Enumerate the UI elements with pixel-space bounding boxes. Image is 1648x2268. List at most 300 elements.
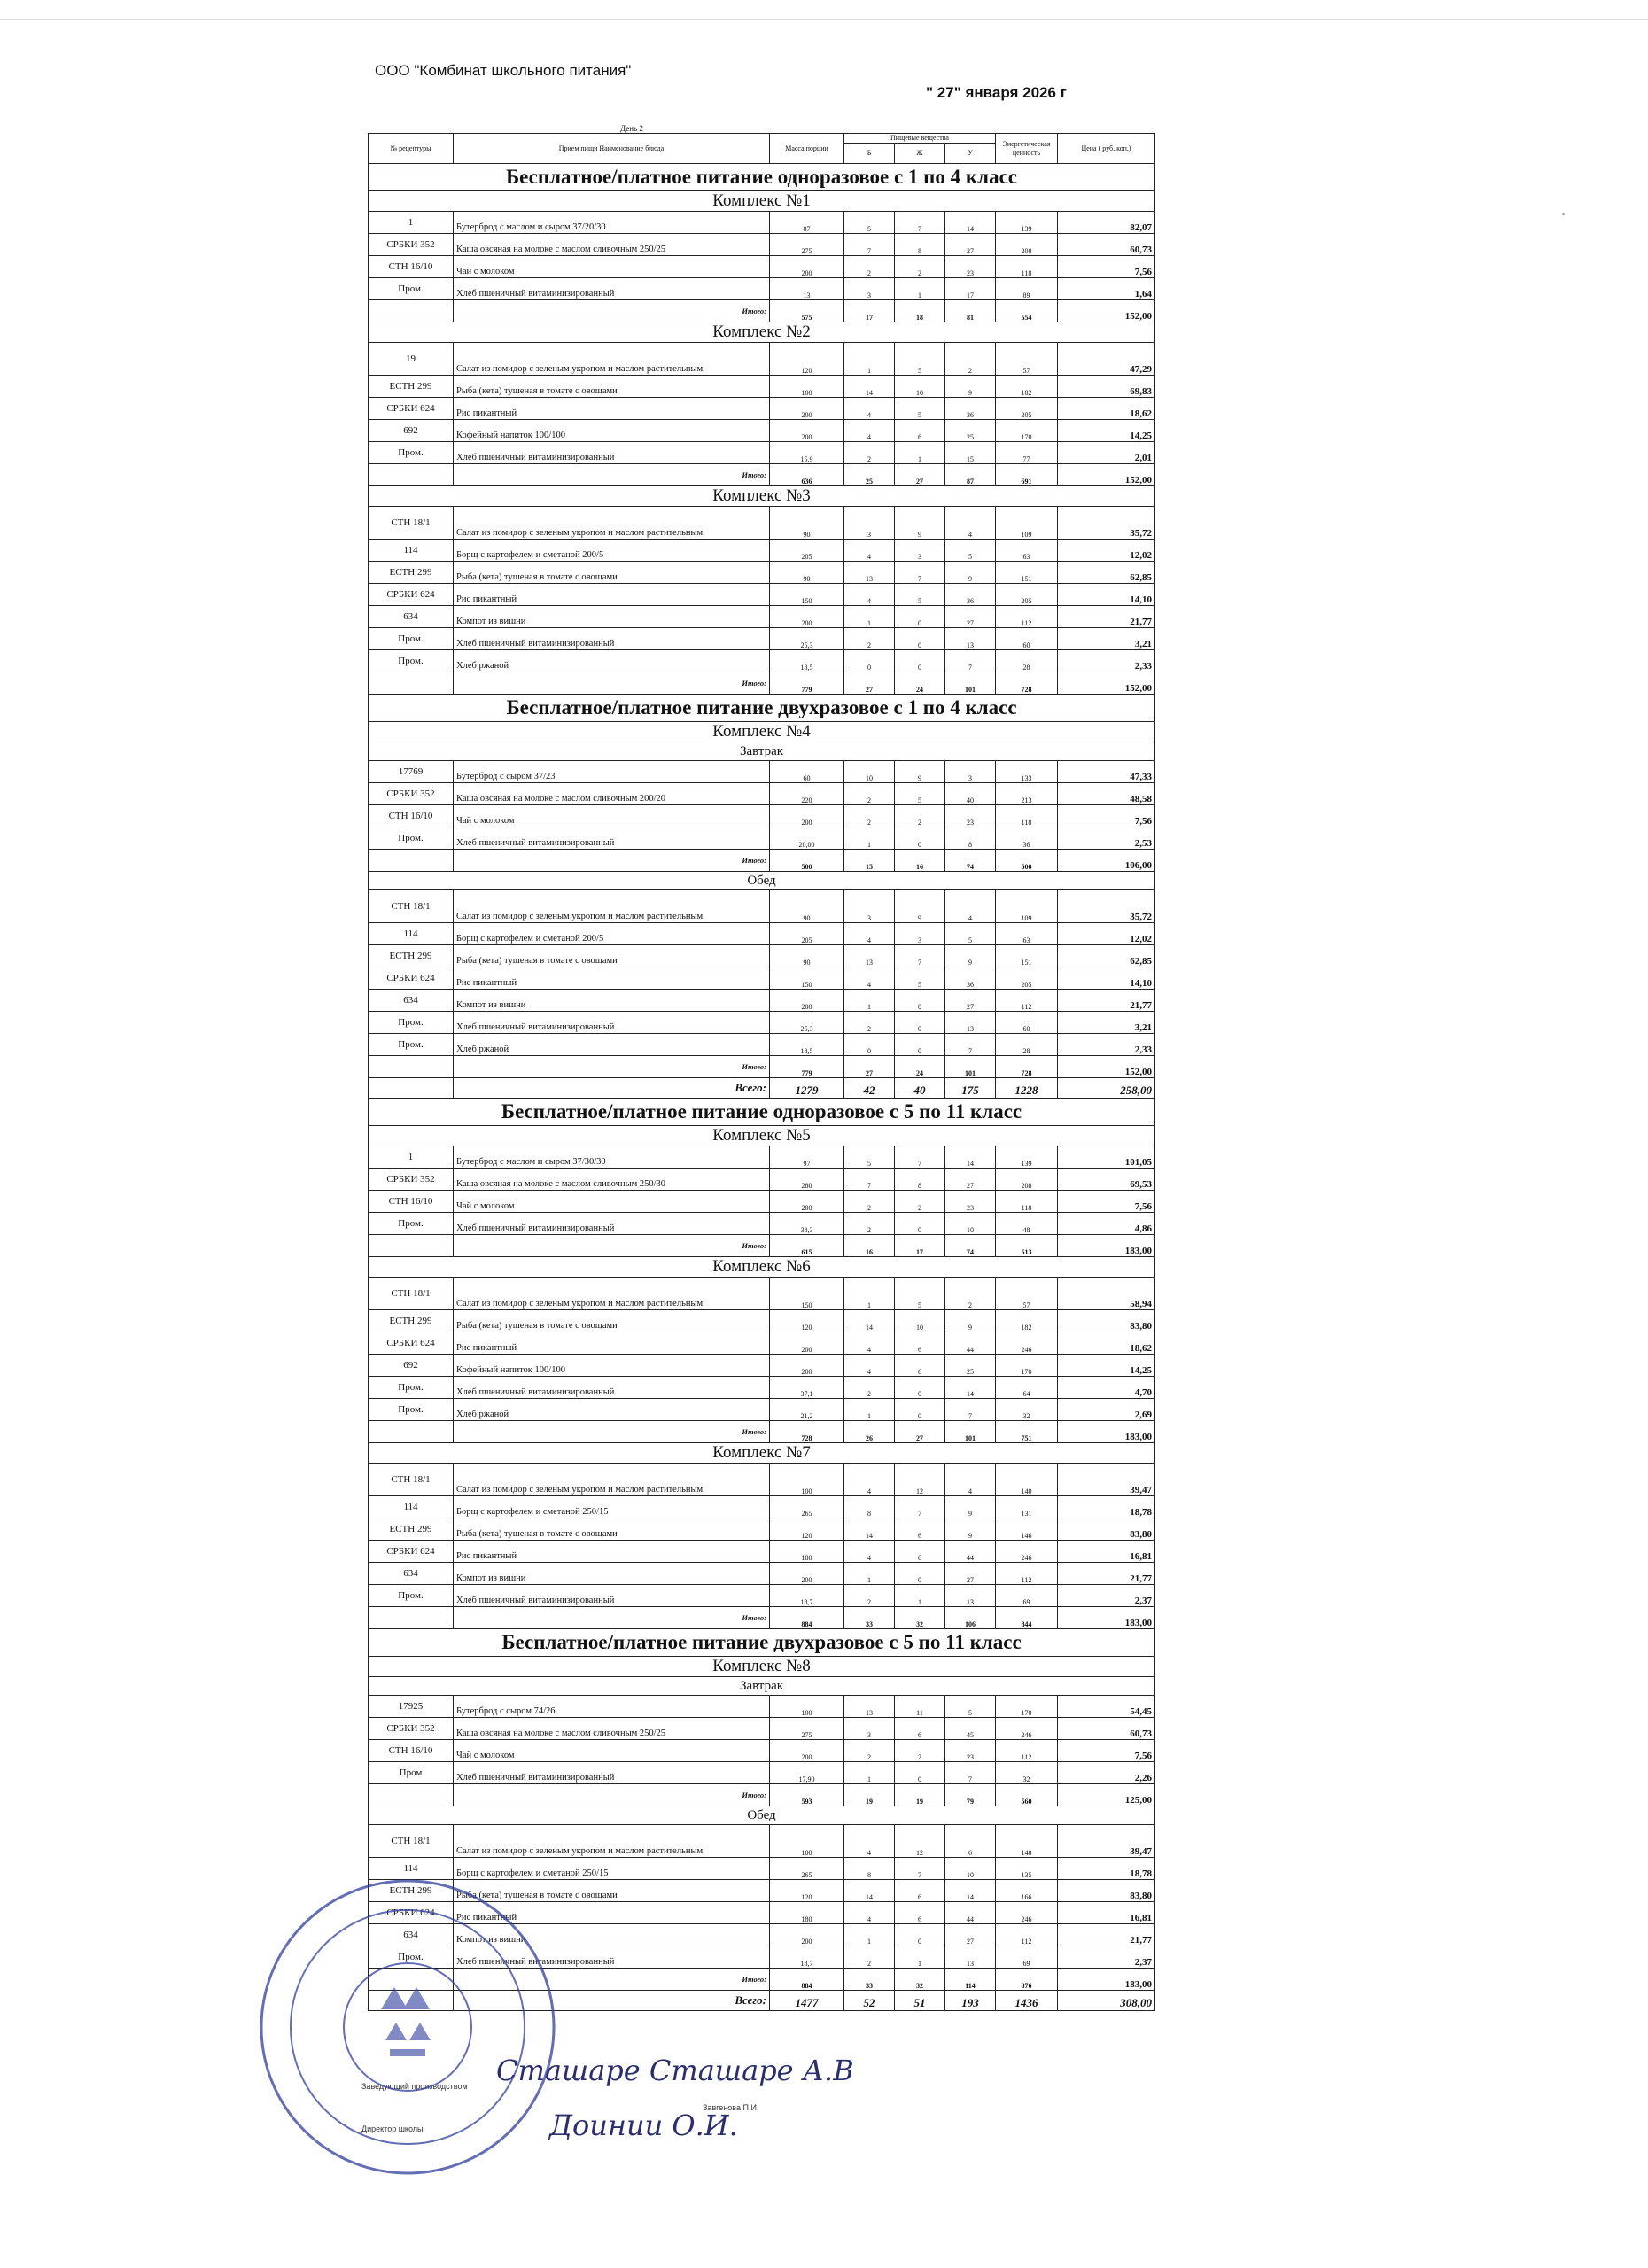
energy: 48 [996, 1213, 1058, 1235]
total-mass: 779 [770, 672, 844, 695]
dish-name: Хлеб пшеничный витаминизированный [454, 278, 770, 300]
price: 2,37 [1058, 1585, 1155, 1607]
price: 60,73 [1058, 234, 1155, 256]
fat: 7 [895, 1146, 945, 1169]
energy: 208 [996, 1169, 1058, 1191]
protein: 1 [844, 990, 895, 1012]
carbs: 13 [945, 628, 996, 650]
fat: 9 [895, 761, 945, 783]
fat: 2 [895, 256, 945, 278]
carbs: 9 [945, 945, 996, 967]
dish-name: Компот из вишни [454, 606, 770, 628]
portion-mass: 18,5 [770, 1034, 844, 1056]
komplex-k5: Комплекс №5 [369, 1126, 1155, 1146]
portion-mass: 100 [770, 1825, 844, 1858]
carbs: 5 [945, 923, 996, 945]
recipe-code: СТН 18/1 [369, 1278, 454, 1310]
protein: 13 [844, 562, 895, 584]
dish-name: Хлеб ржаной [454, 1399, 770, 1421]
price: 2,37 [1058, 1946, 1155, 1969]
portion-mass: 100 [770, 1696, 844, 1718]
total-price: 183,00 [1058, 1235, 1155, 1257]
handwritten-signature-2: Доинии О.И. [549, 2109, 738, 2142]
carbs: 25 [945, 420, 996, 442]
carbs: 9 [945, 1518, 996, 1541]
protein: 1 [844, 343, 895, 376]
price: 4,86 [1058, 1213, 1155, 1235]
price: 18,78 [1058, 1858, 1155, 1880]
total-spacer [369, 464, 454, 486]
recipe-code: Пром [369, 1762, 454, 1784]
portion-mass: 13 [770, 278, 844, 300]
dish-row [369, 1399, 1155, 1421]
price: 83,80 [1058, 1310, 1155, 1332]
total-protein: 52 [844, 1991, 895, 2011]
energy: 109 [996, 890, 1058, 923]
total-mass: 884 [770, 1969, 844, 1991]
fat: 0 [895, 650, 945, 672]
dish-row [369, 1355, 1155, 1377]
carbs: 10 [945, 1213, 996, 1235]
fat: 0 [895, 827, 945, 850]
protein: 2 [844, 442, 895, 464]
price: 2,01 [1058, 442, 1155, 464]
price: 14,25 [1058, 420, 1155, 442]
total-carbs: 81 [945, 300, 996, 322]
total-mass: 500 [770, 850, 844, 872]
portion-mass: 200 [770, 1563, 844, 1585]
recipe-code: СТН 16/10 [369, 805, 454, 827]
dish-row [369, 1496, 1155, 1518]
total-carbs: 101 [945, 1056, 996, 1078]
portion-mass: 200 [770, 256, 844, 278]
portion-mass: 97 [770, 1146, 844, 1169]
portion-mass: 200 [770, 1740, 844, 1762]
total-energy: 500 [996, 850, 1058, 872]
dish-name: Хлеб пшеничный витаминизированный [454, 827, 770, 850]
recipe-code: СРБКИ 352 [369, 234, 454, 256]
price: 3,21 [1058, 1012, 1155, 1034]
stamp-emblem [381, 1987, 431, 2056]
fat: 5 [895, 398, 945, 420]
col-price: Цена ( руб.,коп.) [1058, 134, 1155, 164]
recipe-code: СРБКИ 624 [369, 967, 454, 990]
portion-mass: 120 [770, 343, 844, 376]
recipe-code: СТН 18/1 [369, 1825, 454, 1858]
price: 18,62 [1058, 398, 1155, 420]
dish-row [369, 1213, 1155, 1235]
portion-mass: 18,7 [770, 1585, 844, 1607]
total-energy: 513 [996, 1235, 1058, 1257]
protein: 14 [844, 1880, 895, 1902]
signature-role-1: Заведующий производством [361, 2082, 468, 2091]
protein: 4 [844, 1355, 895, 1377]
fat: 5 [895, 584, 945, 606]
carbs: 27 [945, 1169, 996, 1191]
fat: 7 [895, 562, 945, 584]
section-title: Бесплатное/платное питание двухразовое с 5 по 11 класс [369, 1629, 1155, 1657]
recipe-code: 1 [369, 1146, 454, 1169]
total-mass: 636 [770, 464, 844, 486]
carbs: 8 [945, 827, 996, 850]
dish-name: Рис пикантный [454, 584, 770, 606]
carbs: 17 [945, 278, 996, 300]
fat: 0 [895, 1924, 945, 1946]
portion-mass: 200 [770, 805, 844, 827]
total-fat: 32 [895, 1607, 945, 1629]
dish-name: Хлеб пшеничный витаминизированный [454, 442, 770, 464]
protein: 0 [844, 1034, 895, 1056]
total-carbs: 74 [945, 1235, 996, 1257]
total-spacer [369, 300, 454, 322]
recipe-code: 1 [369, 212, 454, 234]
portion-mass: 205 [770, 923, 844, 945]
protein: 3 [844, 507, 895, 540]
carbs: 5 [945, 1696, 996, 1718]
total-row [369, 1784, 1155, 1806]
recipe-code: 692 [369, 1355, 454, 1377]
fat: 6 [895, 1541, 945, 1563]
fat: 11 [895, 1696, 945, 1718]
scan-speck [1562, 213, 1565, 215]
portion-mass: 25,3 [770, 1012, 844, 1034]
recipe-code: 17925 [369, 1696, 454, 1718]
col-energy: Энергетическая ценность [996, 134, 1058, 164]
energy: 28 [996, 650, 1058, 672]
fat: 0 [895, 1012, 945, 1034]
price: 3,21 [1058, 628, 1155, 650]
energy: 69 [996, 1585, 1058, 1607]
energy: 166 [996, 1880, 1058, 1902]
protein: 3 [844, 890, 895, 923]
fat: 12 [895, 1825, 945, 1858]
total-label: Итого: [454, 850, 770, 872]
price: 62,85 [1058, 945, 1155, 967]
dish-name: Компот из вишни [454, 990, 770, 1012]
dish-name: Рыба (кета) тушеная в томате с овощами [454, 376, 770, 398]
total-fat: 17 [895, 1235, 945, 1257]
total-carbs: 101 [945, 1421, 996, 1443]
recipe-code: ЕСТН 299 [369, 1310, 454, 1332]
fat: 12 [895, 1464, 945, 1496]
carbs: 2 [945, 343, 996, 376]
total-energy: 1436 [996, 1991, 1058, 2011]
dish-name: Каша овсяная на молоке с маслом сливочным 200/20 [454, 783, 770, 805]
total-carbs: 106 [945, 1607, 996, 1629]
section-title-row [369, 695, 1155, 722]
price: 7,56 [1058, 805, 1155, 827]
price: 4,70 [1058, 1377, 1155, 1399]
portion-mass: 200 [770, 1924, 844, 1946]
total-row [369, 1235, 1155, 1257]
energy: 77 [996, 442, 1058, 464]
fat: 3 [895, 540, 945, 562]
komplex-k6-row [369, 1257, 1155, 1278]
recipe-code: СТН 16/10 [369, 256, 454, 278]
fat: 9 [895, 890, 945, 923]
total-energy: 1228 [996, 1078, 1058, 1099]
total-fat: 24 [895, 1056, 945, 1078]
dish-name: Хлеб ржаной [454, 1034, 770, 1056]
price: 21,77 [1058, 990, 1155, 1012]
recipe-code: СРБКИ 624 [369, 398, 454, 420]
portion-mass: 18,5 [770, 650, 844, 672]
portion-mass: 100 [770, 1464, 844, 1496]
dish-row [369, 827, 1155, 850]
dish-name: Чай с молоком [454, 805, 770, 827]
dish-name: Рыба (кета) тушеная в томате с овощами [454, 1880, 770, 1902]
total-row [369, 1056, 1155, 1078]
protein: 4 [844, 1332, 895, 1355]
total-label: Итого: [454, 1421, 770, 1443]
total-spacer [369, 672, 454, 695]
total-energy: 844 [996, 1607, 1058, 1629]
dish-name: Бутерброд с сыром 37/23 [454, 761, 770, 783]
energy: 64 [996, 1377, 1058, 1399]
total-spacer [369, 1056, 454, 1078]
col-recipe: № рецептуры [369, 134, 454, 164]
total-row [369, 672, 1155, 695]
protein: 4 [844, 923, 895, 945]
total-spacer [369, 1078, 454, 1099]
protein: 3 [844, 278, 895, 300]
energy: 151 [996, 945, 1058, 967]
carbs: 4 [945, 507, 996, 540]
recipe-code: СРБКИ 624 [369, 1541, 454, 1563]
dish-name: Рис пикантный [454, 398, 770, 420]
komplex-k7-row [369, 1443, 1155, 1464]
recipe-code: Пром. [369, 1585, 454, 1607]
total-energy: 691 [996, 464, 1058, 486]
dish-name: Борщ с картофелем и сметаной 200/5 [454, 923, 770, 945]
dish-row [369, 606, 1155, 628]
protein: 13 [844, 1696, 895, 1718]
carbs: 27 [945, 1563, 996, 1585]
protein: 4 [844, 1464, 895, 1496]
total-fat: 18 [895, 300, 945, 322]
protein: 4 [844, 1541, 895, 1563]
dish-row [369, 1563, 1155, 1585]
portion-mass: 150 [770, 1278, 844, 1310]
protein: 2 [844, 1585, 895, 1607]
portion-mass: 275 [770, 1718, 844, 1740]
price: 60,73 [1058, 1718, 1155, 1740]
recipe-code: 114 [369, 540, 454, 562]
protein: 14 [844, 1518, 895, 1541]
protein: 4 [844, 398, 895, 420]
carbs: 27 [945, 234, 996, 256]
energy: 36 [996, 827, 1058, 850]
price: 54,45 [1058, 1696, 1155, 1718]
dish-name: Рыба (кета) тушеная в томате с овощами [454, 1518, 770, 1541]
section-title: Бесплатное/платное питание одноразовое с 1 по 4 класс [369, 164, 1155, 191]
section-title: Бесплатное/платное питание одноразовое с 5 по 11 класс [369, 1099, 1155, 1126]
dish-name: Бутерброд с сыром 74/26 [454, 1696, 770, 1718]
price: 2,26 [1058, 1762, 1155, 1784]
fat: 0 [895, 628, 945, 650]
dish-name: Салат из помидор с зеленым укропом и маслом растительным [454, 1825, 770, 1858]
dish-name: Бутерброд с маслом и сыром 37/20/30 [454, 212, 770, 234]
recipe-code: СРБКИ 352 [369, 1718, 454, 1740]
total-energy: 554 [996, 300, 1058, 322]
energy: 112 [996, 990, 1058, 1012]
dish-name: Компот из вишни [454, 1924, 770, 1946]
fat: 7 [895, 1858, 945, 1880]
total-row [369, 1607, 1155, 1629]
portion-mass: 20,00 [770, 827, 844, 850]
energy: 246 [996, 1902, 1058, 1924]
portion-mass: 37,1 [770, 1377, 844, 1399]
total-spacer [369, 1421, 454, 1443]
dish-name: Рис пикантный [454, 967, 770, 990]
price: 18,78 [1058, 1496, 1155, 1518]
dish-row [369, 1012, 1155, 1034]
fat: 6 [895, 1355, 945, 1377]
carbs: 13 [945, 1585, 996, 1607]
total-carbs: 101 [945, 672, 996, 695]
total-row [369, 850, 1155, 872]
total-protein: 19 [844, 1784, 895, 1806]
recipe-code: 114 [369, 923, 454, 945]
recipe-code: СРБКИ 624 [369, 1332, 454, 1355]
total-fat: 51 [895, 1991, 945, 2011]
protein: 3 [844, 1718, 895, 1740]
recipe-code: Пром. [369, 278, 454, 300]
meal-breakfast-row [369, 742, 1155, 761]
fat: 6 [895, 1518, 945, 1541]
price: 21,77 [1058, 606, 1155, 628]
section-title: Бесплатное/платное питание двухразовое с 1 по 4 класс [369, 695, 1155, 722]
komplex-k2: Комплекс №2 [369, 322, 1155, 343]
energy: 170 [996, 1696, 1058, 1718]
fat: 2 [895, 805, 945, 827]
energy: 32 [996, 1762, 1058, 1784]
dish-row [369, 562, 1155, 584]
recipe-code: Пром. [369, 1012, 454, 1034]
energy: 60 [996, 1012, 1058, 1034]
fat: 7 [895, 1496, 945, 1518]
fat: 0 [895, 1399, 945, 1421]
carbs: 9 [945, 562, 996, 584]
recipe-code: 634 [369, 1924, 454, 1946]
energy: 118 [996, 805, 1058, 827]
carbs: 6 [945, 1825, 996, 1858]
carbs: 23 [945, 256, 996, 278]
portion-mass: 200 [770, 606, 844, 628]
recipe-code: ЕСТН 299 [369, 562, 454, 584]
fat: 5 [895, 343, 945, 376]
total-protein: 15 [844, 850, 895, 872]
carbs: 7 [945, 1399, 996, 1421]
portion-mass: 90 [770, 562, 844, 584]
dish-name: Борщ с картофелем и сметаной 250/15 [454, 1858, 770, 1880]
meal-lunch-row [369, 1806, 1155, 1825]
dish-row [369, 967, 1155, 990]
protein: 2 [844, 1012, 895, 1034]
energy: 205 [996, 967, 1058, 990]
total-label: Итого: [454, 464, 770, 486]
dish-row [369, 540, 1155, 562]
portion-mass: 90 [770, 945, 844, 967]
total-fat: 27 [895, 464, 945, 486]
carbs: 44 [945, 1332, 996, 1355]
komplex-k4-row [369, 722, 1155, 742]
dish-row [369, 1169, 1155, 1191]
recipe-code: 17769 [369, 761, 454, 783]
fat: 5 [895, 783, 945, 805]
energy: 246 [996, 1718, 1058, 1740]
carbs: 10 [945, 1858, 996, 1880]
carbs: 7 [945, 1762, 996, 1784]
recipe-code: СТН 18/1 [369, 507, 454, 540]
recipe-code: Пром. [369, 1399, 454, 1421]
recipe-code: ЕСТН 299 [369, 945, 454, 967]
energy: 63 [996, 923, 1058, 945]
recipe-code: СРБКИ 624 [369, 1902, 454, 1924]
price: 47,29 [1058, 343, 1155, 376]
protein: 2 [844, 783, 895, 805]
carbs: 14 [945, 1146, 996, 1169]
recipe-code: 634 [369, 990, 454, 1012]
fat: 6 [895, 420, 945, 442]
dish-row [369, 805, 1155, 827]
dish-row [369, 1696, 1155, 1718]
portion-mass: 200 [770, 990, 844, 1012]
dish-name: Хлеб ржаной [454, 650, 770, 672]
komplex-k8: Комплекс №8 [369, 1657, 1155, 1677]
fat: 10 [895, 1310, 945, 1332]
carbs: 44 [945, 1902, 996, 1924]
price: 1,64 [1058, 278, 1155, 300]
carbs: 14 [945, 1880, 996, 1902]
school-stamp [257, 1876, 558, 2178]
dish-row [369, 212, 1155, 234]
dish-name: Борщ с картофелем и сметаной 250/15 [454, 1496, 770, 1518]
protein: 10 [844, 761, 895, 783]
energy: 112 [996, 1740, 1058, 1762]
price: 14,10 [1058, 967, 1155, 990]
dish-row [369, 1332, 1155, 1355]
fat: 1 [895, 1585, 945, 1607]
protein: 4 [844, 967, 895, 990]
recipe-code: 114 [369, 1858, 454, 1880]
recipe-code: ЕСТН 299 [369, 376, 454, 398]
fat: 7 [895, 945, 945, 967]
dish-row [369, 945, 1155, 967]
fat: 6 [895, 1332, 945, 1355]
dish-name: Хлеб пшеничный витаминизированный [454, 1012, 770, 1034]
total-spacer [369, 850, 454, 872]
energy: 28 [996, 1034, 1058, 1056]
energy: 60 [996, 628, 1058, 650]
price: 58,94 [1058, 1278, 1155, 1310]
price: 12,02 [1058, 923, 1155, 945]
carbs: 13 [945, 1012, 996, 1034]
total-mass: 575 [770, 300, 844, 322]
fat: 10 [895, 376, 945, 398]
portion-mass: 200 [770, 1191, 844, 1213]
dish-row [369, 783, 1155, 805]
total-row [369, 1421, 1155, 1443]
recipe-code: Пром. [369, 1034, 454, 1056]
menu-day: День 2 [620, 124, 643, 133]
total-protein: 27 [844, 672, 895, 695]
total-label: Итого: [454, 300, 770, 322]
fat: 2 [895, 1191, 945, 1213]
portion-mass: 21,2 [770, 1399, 844, 1421]
signature-role-2: Директор школы [361, 2124, 424, 2133]
price: 35,72 [1058, 507, 1155, 540]
